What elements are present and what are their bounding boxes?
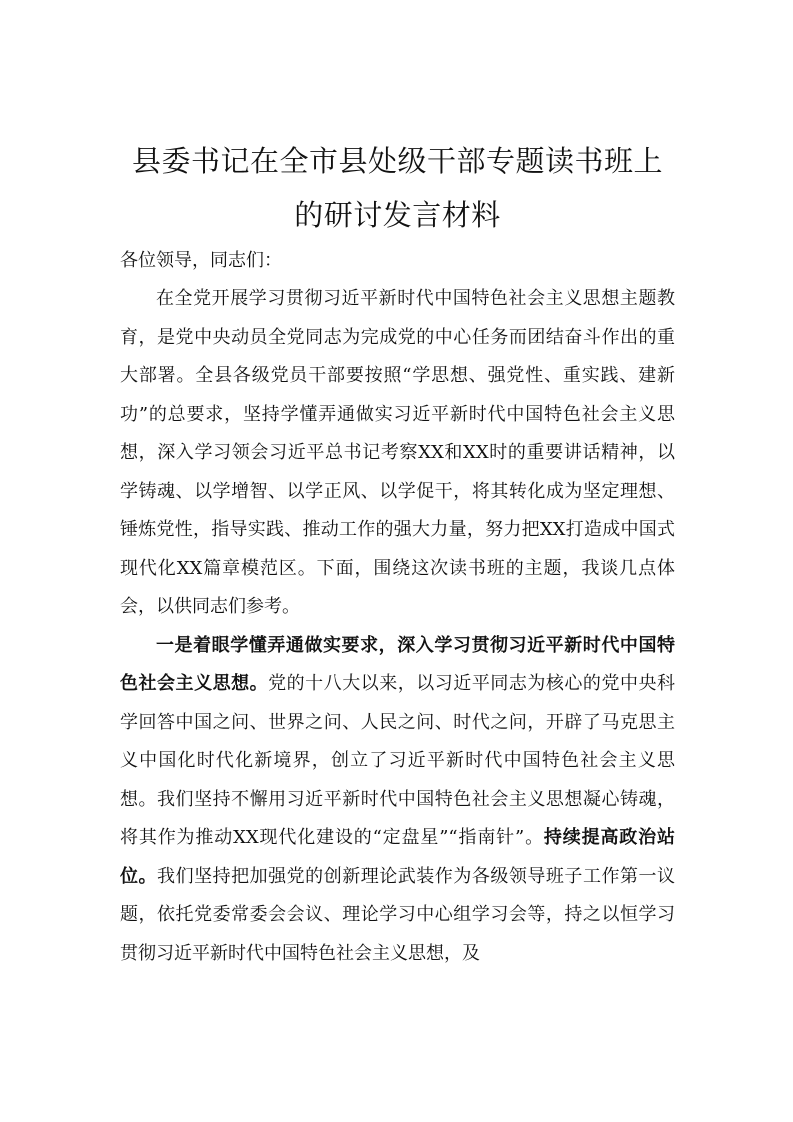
point-one-text: 党的十八大以来，以习近平同志为核心的党中央科学回答中国之问、世界之问、人民之问、时代之问，开辟了马克思主义中国化时代化新境界，创立了习近平新时代中国特色社会主义思想。我们坚持不懈用习近平新时代中国特色社会主义思想凝心铸魂，将其作为推动XX现代化建设的“定盘星”“指南针”。	[120, 673, 676, 848]
point-one-text-continued: 我们坚持把加强党的创新理论武装作为各级领导班子工作第一议题，依托党委常委会会议、理论学习中心组学习会等，持之以恒学习贯彻习近平新时代中国特色社会主义思想，及	[120, 865, 676, 964]
document-page	[120, 134, 675, 973]
salutation: 各位领导，同志们：	[120, 250, 282, 271]
paragraph-intro: 在全党开展学习贯彻习近平新时代中国特色社会主义思想主题教育，是党中央动员全党同志为完成党的中心任务而团结奋斗作出的重大部署。全县各级党员干部要按照“学思想、强党性、重实践、建新功”的总要求，坚持学懂弄通做实习近平新时代中国特色社会主义思想，深入学习领会习近平总书记考察XX和XX时的重要讲话精神，以学铸魂、以学增智、以学正风、以学促干，将其转化成为坚定理想、锤炼党性，指导实践、推动工作的强大力量，努力把XX打造成中国式现代化XX篇章模范区。下面，围绕这次读书班的主题，我谈几点体会，以供同志们参考。	[120, 288, 675, 617]
title-line-2: 的研讨发言材料	[294, 198, 501, 232]
paragraph-point-one	[120, 627, 675, 974]
title-line-1: 县委书记在全市县处级干部专题读书班上	[131, 144, 663, 178]
document-title	[120, 134, 675, 242]
point-one-heading: 一是着眼学懂弄通做实要求，深入学习贯彻习近平新时代中国特色社会主义思想。	[120, 634, 675, 694]
point-one-subheading: 持续提高政治站位。	[120, 827, 676, 887]
